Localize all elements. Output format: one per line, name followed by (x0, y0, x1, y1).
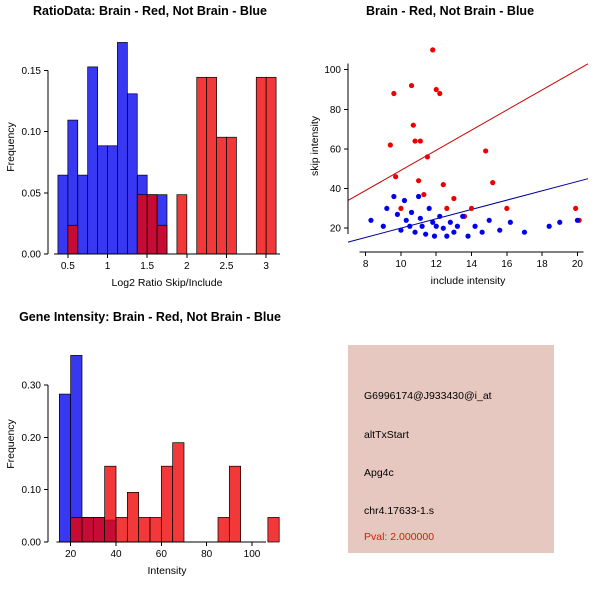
histogram-bar (116, 517, 127, 542)
y-tick-label: 60 (329, 144, 341, 156)
scatter-point (430, 47, 435, 52)
x-tick-label: 3 (263, 261, 269, 272)
scatter-point (381, 224, 386, 229)
info-pval: Pval: 2.000000 (364, 531, 435, 543)
gene-info-box (348, 345, 554, 553)
histogram-bar (71, 517, 82, 542)
y-tick-label: 40 (329, 184, 341, 196)
x-tick-label: 80 (201, 549, 213, 560)
scatter-point (434, 224, 439, 229)
scatter-point (418, 216, 423, 221)
histogram-bar (93, 517, 104, 542)
histogram-bar (217, 137, 227, 254)
histogram-bar (58, 175, 68, 254)
histogram-bar (227, 137, 237, 254)
histogram-bar (139, 517, 150, 542)
panel-ratio-histogram-title: RatioData: Brain - Red, Not Brain - Blue (32, 4, 268, 18)
scatter-point (444, 206, 449, 211)
regression-line (348, 179, 588, 242)
intensity-histogram-plot (0, 310, 300, 600)
histogram-bar (82, 517, 93, 542)
scatter-point (441, 182, 446, 187)
histogram-bar (266, 77, 276, 254)
x-tick-label: 10 (395, 259, 407, 270)
scatter-point (490, 180, 495, 185)
scatter-point (441, 226, 446, 231)
scatter-point (412, 230, 417, 235)
histogram-bar (105, 466, 116, 542)
scatter-point (437, 91, 442, 96)
scatter-point (418, 138, 423, 143)
scatter-point (522, 230, 527, 235)
histogram-bar (150, 517, 161, 542)
x-tick-label: 2 (184, 261, 190, 272)
scatter-plot (300, 4, 600, 296)
x-axis-label: Log2 Ratio Skip/Include (111, 277, 223, 289)
histogram-bar (207, 77, 217, 254)
histogram-bar (98, 146, 108, 254)
histogram-bar (59, 394, 70, 542)
ratio-histogram-plot (0, 4, 300, 296)
y-tick-label: 0.05 (21, 188, 41, 200)
histogram-bar (173, 443, 184, 542)
histogram-bar (108, 146, 118, 254)
histogram-bar (127, 94, 137, 254)
scatter-point (409, 210, 414, 215)
panel-intensity-histogram-title: Gene Intensity: Brain - Red, Not Brain - Blue (19, 310, 281, 324)
scatter-point (451, 196, 456, 201)
info-probe: G6996174@J933430@i_at (364, 390, 492, 402)
scatter-point (427, 206, 432, 211)
x-tick-label: 100 (243, 549, 261, 560)
scatter-point (407, 224, 412, 229)
y-tick-label: 0.20 (21, 432, 41, 444)
x-tick-label: 16 (501, 259, 513, 270)
panel-intensity-histogram (0, 310, 300, 600)
scatter-point (393, 174, 398, 179)
info-gene: Apg4c (364, 467, 394, 479)
scatter-point (547, 224, 552, 229)
scatter-point (420, 224, 425, 229)
scatter-point (448, 220, 453, 225)
scatter-point (416, 194, 421, 199)
scatter-point (404, 218, 409, 223)
y-tick-label: 0.00 (21, 537, 41, 549)
y-axis-label: Frequency (5, 122, 17, 172)
scatter-point (384, 206, 389, 211)
y-tick-label: 80 (329, 104, 341, 116)
scatter-point (391, 91, 396, 96)
scatter-point (402, 198, 407, 203)
x-tick-label: 2.5 (219, 261, 234, 272)
y-axis-label: skip intensity (309, 115, 321, 177)
histogram-bar (147, 195, 157, 254)
y-tick-label: 0.15 (21, 66, 41, 78)
y-tick-label: 0.10 (21, 127, 41, 139)
x-tick-label: 60 (155, 549, 167, 560)
scatter-point (398, 228, 403, 233)
scatter-point (575, 218, 580, 223)
x-tick-label: 40 (110, 549, 122, 560)
scatter-point (391, 194, 396, 199)
scatter-point (434, 87, 439, 92)
x-tick-label: 1 (104, 261, 111, 272)
histogram-bar (71, 355, 82, 542)
scatter-point (480, 230, 485, 235)
panel-scatter-title: Brain - Red, Not Brain - Blue (365, 4, 535, 18)
scatter-point (465, 234, 470, 239)
histogram-bar (88, 67, 98, 254)
scatter-point (430, 220, 435, 225)
histogram-bar (177, 195, 187, 254)
regression-line (348, 64, 588, 201)
x-tick-label: 8 (362, 259, 369, 270)
scatter-point (432, 234, 437, 239)
x-tick-label: 14 (465, 259, 478, 270)
scatter-point (497, 228, 502, 233)
y-tick-label: 0.30 (21, 380, 41, 392)
x-tick-label: 18 (536, 259, 548, 270)
info-locus: chr4.17633-1.s (364, 505, 435, 517)
scatter-point (508, 220, 513, 225)
scatter-point (469, 206, 474, 211)
histogram-bar (256, 77, 266, 254)
histogram-bar (78, 175, 88, 254)
y-axis-label: Frequency (5, 419, 17, 469)
histogram-bar (268, 517, 279, 542)
scatter-point (409, 83, 414, 88)
y-tick-label: 0.10 (21, 485, 41, 497)
scatter-point (412, 138, 417, 143)
scatter-point (573, 206, 578, 211)
scatter-point (455, 224, 460, 229)
scatter-point (487, 218, 492, 223)
y-tick-label: 20 (329, 223, 341, 235)
histogram-bar (197, 77, 207, 254)
histogram-bar (127, 492, 138, 542)
scatter-point (460, 214, 465, 219)
scatter-point (421, 192, 426, 197)
scatter-point (368, 218, 373, 223)
x-tick-label: 0.5 (60, 261, 75, 272)
scatter-point (451, 230, 456, 235)
histogram-bar (218, 517, 229, 542)
histogram-bar (229, 466, 240, 542)
scatter-point (472, 224, 477, 229)
scatter-point (483, 148, 488, 153)
scatter-point (437, 214, 442, 219)
histogram-bar (117, 42, 127, 254)
x-tick-label: 20 (65, 549, 77, 560)
histogram-bar (161, 466, 172, 542)
scatter-point (388, 142, 393, 147)
scatter-point (395, 212, 400, 217)
x-axis-label: include intensity (430, 275, 506, 287)
histogram-bar (137, 195, 147, 254)
x-tick-label: 1.5 (140, 261, 155, 272)
scatter-point (416, 178, 421, 183)
x-tick-label: 20 (571, 259, 583, 270)
x-tick-label: 12 (430, 259, 442, 270)
scatter-point (411, 123, 416, 128)
info-event: altTxStart (364, 429, 409, 441)
scatter-point (425, 154, 430, 159)
scatter-point (444, 234, 449, 239)
scatter-point (398, 206, 403, 211)
scatter-point (557, 220, 562, 225)
histogram-bar (68, 225, 78, 254)
panel-scatter (300, 4, 600, 296)
y-tick-label: 0.00 (21, 249, 41, 261)
scatter-point (423, 232, 428, 237)
scatter-point (504, 206, 509, 211)
x-axis-label: Intensity (147, 565, 187, 577)
histogram-bar (157, 225, 167, 254)
y-tick-label: 100 (324, 65, 341, 77)
panel-ratio-histogram (0, 4, 300, 296)
